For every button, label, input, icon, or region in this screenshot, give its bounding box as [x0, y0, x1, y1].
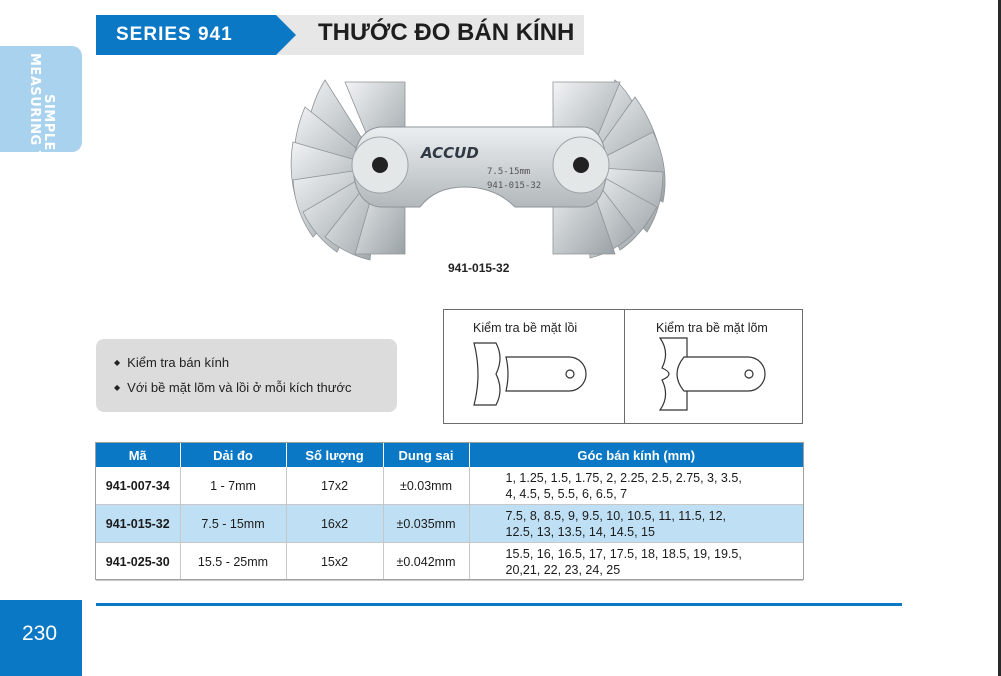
- table-header-row: [96, 443, 803, 467]
- cell-range: 1 - 7mm: [180, 467, 286, 505]
- cell-quantity: 15x2: [286, 543, 383, 581]
- cell-tolerance: ±0.042mm: [383, 543, 469, 581]
- radii-line: 1, 1.25, 1.5, 1.75, 2, 2.25, 2.5, 2.75, 3, 3.5,: [505, 470, 742, 485]
- table-row: [96, 467, 803, 505]
- col-header-range: Dải đo: [180, 443, 286, 467]
- page-number-block: [0, 600, 82, 676]
- cell-range: 15.5 - 25mm: [180, 543, 286, 581]
- feature-list: [96, 339, 397, 412]
- radii-line: 4, 4.5, 5, 5.5, 6, 6.5, 7: [505, 486, 628, 501]
- col-header-radii: Góc bán kính (mm): [469, 443, 803, 467]
- page-title: THƯỚC ĐO BÁN KÍNH: [318, 19, 575, 46]
- radii-line: 12.5, 13, 13.5, 14, 14.5, 15: [505, 524, 655, 539]
- bullet-icon: ◆: [114, 383, 121, 392]
- section-side-tab-label: SIMPLE MEASURING TOOL: [27, 53, 56, 192]
- table-row: [96, 505, 803, 543]
- convex-check-label: Kiểm tra bề mặt lồi: [473, 321, 578, 335]
- convex-check-drawing: [444, 310, 624, 423]
- bullet-icon: ◆: [114, 358, 121, 367]
- radii-line: 7.5, 8, 8.5, 9, 9.5, 10, 10.5, 11, 11.5, 12,: [505, 508, 727, 523]
- photo-caption: 941-015-32: [448, 261, 510, 275]
- brand-logo: ACCUD: [421, 144, 479, 162]
- col-header-quantity: Số lượng: [286, 443, 383, 467]
- radii-line: 15.5, 16, 16.5, 17, 17.5, 18, 18.5, 19, 19.5,: [505, 546, 742, 561]
- radii-line: 20,21, 22, 23, 24, 25: [505, 562, 621, 577]
- cell-tolerance: ±0.03mm: [383, 467, 469, 505]
- series-label: SERIES 941: [116, 24, 233, 45]
- cell-tolerance: ±0.035mm: [383, 505, 469, 543]
- cell-radii: [469, 543, 803, 581]
- stamp-range: 7.5-15mm: [487, 167, 531, 177]
- cell-code: 941-015-32: [96, 505, 180, 543]
- cell-quantity: 17x2: [286, 467, 383, 505]
- cell-radii: [469, 505, 803, 543]
- series-badge: [96, 15, 296, 55]
- col-header-code: Mã: [96, 443, 180, 467]
- col-header-tolerance: Dung sai: [383, 443, 469, 467]
- usage-diagram: [443, 309, 803, 424]
- feature-text: Với bề mặt lõm và lồi ở mỗi kích thước: [127, 380, 352, 395]
- radius-gauge-photo: [285, 72, 675, 262]
- table-row: [96, 543, 803, 581]
- page-number: 230: [22, 622, 58, 645]
- cell-range: 7.5 - 15mm: [180, 505, 286, 543]
- cell-quantity: 16x2: [286, 505, 383, 543]
- concave-check-drawing: [624, 310, 804, 423]
- left-pivot-hole: [372, 157, 388, 173]
- feature-item: [114, 355, 229, 370]
- spec-table: [96, 443, 803, 581]
- feature-text: Kiểm tra bán kính: [127, 355, 230, 370]
- concave-check-label: Kiểm tra bề mặt lõm: [656, 321, 768, 335]
- stamp-code: 941-015-32: [487, 181, 542, 191]
- cell-code: 941-007-34: [96, 467, 180, 505]
- cell-code: 941-025-30: [96, 543, 180, 581]
- right-pivot-hole: [573, 157, 589, 173]
- cell-radii: [469, 467, 803, 505]
- footer-rule: [96, 603, 902, 606]
- feature-item: [114, 380, 351, 395]
